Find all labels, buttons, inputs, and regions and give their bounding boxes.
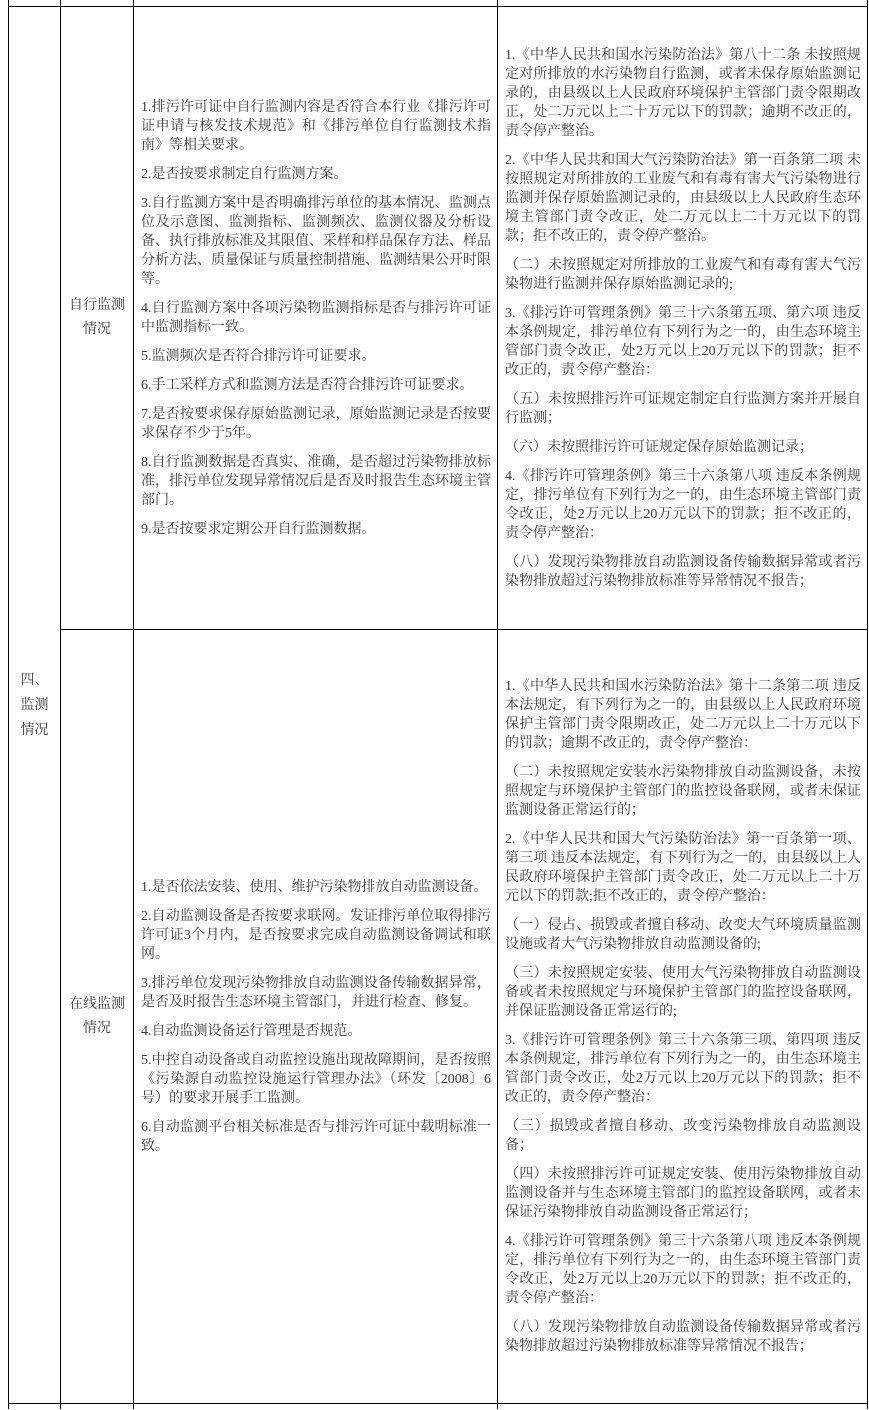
legal-basis-paragraph: （二）未按照规定安装水污染物排放自动监测设备，未按照规定与环境保护主管部门的监控设备联网，或者未保证监测设备正常运行的； xyxy=(505,765,861,818)
legal-basis-cell-self-monitoring xyxy=(498,7,868,630)
legal-basis-paragraph: （二）未按照规定对所排放的工业废气和有毒有害大气污染物进行监测并保存原始监测记录的; xyxy=(505,257,861,292)
category-cell-online-monitoring xyxy=(61,630,134,1404)
check-item: 8.自行监测数据是否真实、准确，是否超过污染物排放标准，排污单位发现异常情况后是否及时报告生态环境主管部门。 xyxy=(141,454,491,508)
check-item: 6.自动监测平台相关标准是否与排污许可证中载明标准一致。 xyxy=(141,1119,491,1154)
prev-row-section-cell xyxy=(9,0,61,7)
prev-row-legal-basis-cell xyxy=(498,0,868,7)
check-item: 1.是否依法安装、使用、维护污染物排放自动监测设备。 xyxy=(141,879,488,895)
check-item: 6.手工采样方式和监测方法是否符合排污许可证要求。 xyxy=(141,377,474,393)
check-item: 5.中控自动设备或自动监控设施出现故障期间，是否按照《污染源自动监控设施运行管理办法》（环发〔2008〕6号）的要求开展手工监测。 xyxy=(141,1052,491,1106)
check-items-cell-self-monitoring xyxy=(134,7,498,630)
legal-basis-paragraph: 2.《中华人民共和国大气污染防治法》第一百条第一项、第三项 违反本法规定，有下列行为之一的，由县级以上人民政府环境保护主管部门责令改正，处二万元以上二十万元以下的罚款;拒不改正的，责令停产整治： xyxy=(505,832,861,904)
legal-basis-paragraph: 3.《排污许可管理条例》第三十六条第三项、第四项 违反本条例规定，排污单位有下列行为之一的，由生态环境主管部门责令改正，处2万元以上20万元以下的罚款；拒不改正的，责令停产整治： xyxy=(505,1033,861,1105)
section-cell-monitoring xyxy=(9,7,61,1404)
legal-basis-paragraph: 3.《排污许可管理条例》第三十六条第五项、第六项 违反本条例规定，排污单位有下列行为之一的，由生态环境主管部门责令改正，处2万元以上20万元以下的罚款；拒不改正的，责令停产整治： xyxy=(505,305,861,378)
section-label-line: 情况 xyxy=(20,722,49,738)
legal-basis-paragraph: 2.《中华人民共和国大气污染防治法》第一百条第二项 未按照规定对所排放的工业废气和有毒有害大气污染物进行监测并保存原始监测记录的，由县级以上人民政府生态环境主管部门责令改正，处二万元以上二十万元以下的罚款；拒不改正的，责令停产整治。 xyxy=(505,152,861,244)
legal-basis-paragraph: 4.《排污许可管理条例》第三十六条第八项 违反本条例规定，排污单位有下列行为之一的，由生态环境主管部门责令改正，处2万元以上20万元以下的罚款；拒不改正的，责令停产整治： xyxy=(505,468,861,541)
check-item: 3.自行监测方案中是否明确排污单位的基本情况、监测点位及示意图、监测指标、监测频次、监测仪器及分析设备、执行排放标准及其限值、采样和样品保存方法、样品分析方法、质量保证与质量控制措施、监测结果公开时限等。 xyxy=(141,195,491,287)
legal-basis-paragraph: （八）发现污染物排放自动监测设备传输数据异常或者污染物排放超过污染物排放标准等异常情况不报告； xyxy=(505,1320,861,1354)
next-row-category-cell xyxy=(61,1404,134,1409)
legal-basis-cell-online-monitoring xyxy=(498,630,868,1404)
category-cell-self-monitoring xyxy=(61,7,134,630)
legal-basis-paragraph: （八）发现污染物排放自动监测设备传输数据异常或者污染物排放超过污染物排放标准等异常情况不报告； xyxy=(505,554,861,589)
regulation-table xyxy=(8,0,868,1409)
category-label-line: 自行监测 xyxy=(69,298,125,313)
category-label xyxy=(69,294,125,342)
check-item: 2.是否按要求制定自行监测方案。 xyxy=(141,166,348,182)
legal-basis-paragraph: （五）未按照排污许可证规定制定自行监测方案并开展自行监测； xyxy=(505,391,861,426)
prev-row-check-items-cell xyxy=(134,0,498,7)
legal-basis-paragraph: 1.《中华人民共和国水污染防治法》第八十二条 未按照规定对所排放的水污染物自行监测，或者未保存原始监测记录的，由县级以上人民政府环境保护主管部门责令限期改正，处二万元以上二十万元以下的罚款；逾期不改正的，责令停产整治。 xyxy=(505,47,861,139)
legal-basis-paragraph: （四）未按照排污许可证规定安装、使用污染物排放自动监测设备并与生态环境主管部门的监控设备联网，或者未保证污染物排放自动监测设备正常运行； xyxy=(505,1167,861,1220)
legal-basis-paragraph: （三）损毁或者擅自移动、改变污染物排放自动监测设备； xyxy=(505,1119,861,1153)
next-row-legal-basis-cell xyxy=(498,1404,868,1409)
check-item: 3.排污单位发现污染物排放自动监测设备传输数据异常，是否及时报告生态环境主管部门，并进行检查、修复。 xyxy=(141,975,491,1010)
check-item: 9.是否按要求定期公开自行监测数据。 xyxy=(141,521,376,537)
check-item: 4.自行监测方案中各项污染物监测指标是否与排污许可证中监测指标一致。 xyxy=(141,300,491,335)
check-item: 5.监测频次是否符合排污许可证要求。 xyxy=(141,348,376,364)
section-label-line: 四、 xyxy=(20,672,49,688)
prev-row-category-cell xyxy=(61,0,134,7)
next-row-section-cell xyxy=(9,1404,61,1409)
legal-basis-paragraph: 1.《中华人民共和国水污染防治法》第十二条第二项 违反本法规定，有下列行为之一的，由县级以上人民政府环境保护主管部门责令限期改正，处二万元以上二十万元以下的罚款；逾期不改正的，责令停产整治： xyxy=(505,679,861,751)
category-label-line: 在线监测 xyxy=(69,996,125,1012)
category-label xyxy=(69,993,125,1041)
check-items-cell-online-monitoring xyxy=(134,630,498,1404)
legal-basis-paragraph: （三）未按照规定安装、使用大气污染物排放自动监测设备或者未按照规定与环境保护主管部门的监控设备联网，并保证监测设备正常运行的; xyxy=(505,966,861,1019)
check-item: 4.自动监测设备运行管理是否规范。 xyxy=(141,1023,362,1039)
check-item: 2.自动监测设备是否按要求联网。发证排污单位取得排污许可证3个月内，是否按要求完成自动监测设备调试和联网。 xyxy=(141,908,491,962)
check-item: 1.排污许可证中自行监测内容是否符合本行业《排污许可证申请与核发技术规范》和《排污单位自行监测技术指南》等相关要求。 xyxy=(141,99,491,153)
legal-basis-paragraph: （六）未按照排污许可证规定保存原始监测记录； xyxy=(505,439,813,455)
check-item: 7.是否按要求保存原始监测记录，原始监测记录是否按要求保存不少于5年。 xyxy=(141,406,491,441)
legal-basis-paragraph: （一）侵占、损毁或者擅自移动、改变大气环境质量监测设施或者大气污染物排放自动监测设备的; xyxy=(505,918,861,952)
category-label-line: 情况 xyxy=(83,1020,111,1036)
section-label xyxy=(21,668,49,743)
legal-basis-paragraph: 4.《排污许可管理条例》第三十六条第八项 违反本条例规定，排污单位有下列行为之一的，由生态环境主管部门责令改正，处2万元以上20万元以下的罚款；拒不改正的，责令停产整治： xyxy=(505,1234,861,1306)
section-label-line: 监测 xyxy=(20,697,49,713)
next-row-check-items-cell xyxy=(134,1404,498,1409)
category-label-line: 情况 xyxy=(83,322,111,337)
